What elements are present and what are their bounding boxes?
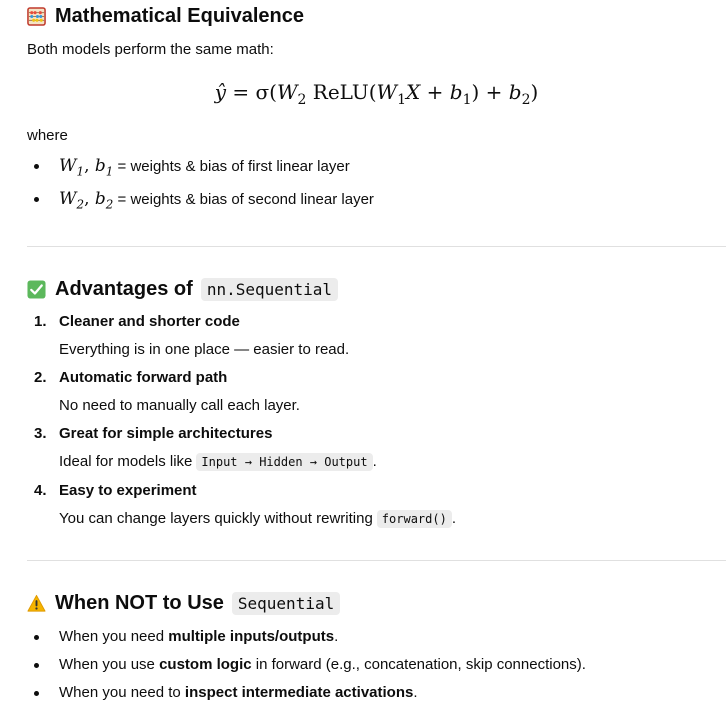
when-not-list: [27, 623, 726, 707]
formula-relu: ReLU(: [306, 80, 377, 104]
formula-sigma: = σ(: [226, 80, 277, 104]
list-item: [27, 185, 726, 218]
variable-list: [27, 152, 726, 219]
desc-punct: .: [372, 452, 377, 470]
formula-x: X: [406, 80, 421, 104]
formula-b2-sub: 2: [521, 92, 531, 108]
section-advantages: [27, 247, 726, 533]
math-symbols: $W_2$, $b_2$: [59, 189, 114, 212]
inline-code: forward(): [377, 510, 452, 528]
inline-code: Input → Hidden → Output: [196, 453, 372, 471]
item-description: [59, 448, 726, 476]
formula-plus: +: [420, 80, 450, 104]
section-title: Mathematical Equivalence: [55, 4, 304, 27]
check-mark-button-icon: [27, 280, 46, 299]
document: [27, 0, 726, 707]
formula-w1: W: [376, 80, 398, 104]
math-symbols: $W_1$, $b_1$: [59, 156, 114, 179]
item-description: [59, 505, 726, 533]
formula: [27, 72, 726, 112]
section-heading: [27, 588, 726, 620]
item-number: 2.: [34, 368, 47, 386]
item-number: 4.: [34, 481, 47, 499]
desc-text: You can change layers quickly without rewriting: [59, 509, 373, 527]
formula-w2: W: [276, 80, 298, 104]
list-item-text: = weights & bias of first linear layer: [113, 158, 350, 175]
bold-text: custom logic: [159, 655, 252, 673]
list-item: [27, 477, 726, 533]
desc-text: Ideal for models like: [59, 452, 193, 470]
intro-text: Both models perform the same math:: [27, 41, 274, 58]
section-heading: [27, 0, 726, 32]
formula-b1-sub: 1: [462, 92, 472, 108]
desc-punct: .: [451, 509, 456, 527]
formula-b1: b: [449, 80, 463, 104]
item-number: 3.: [34, 424, 47, 442]
item-description: No need to manually call each layer.: [59, 396, 300, 414]
item-title: Automatic forward path: [59, 368, 228, 386]
formula-w1-sub: 1: [397, 92, 407, 108]
item-title: Cleaner and shorter code: [59, 312, 240, 330]
formula-lhs: ŷ: [214, 80, 226, 104]
section-when-not-to-use: [27, 561, 726, 707]
abacus-icon: [27, 7, 46, 26]
formula-b2: b: [508, 80, 522, 104]
item-title: Great for simple architectures: [59, 424, 273, 442]
list-item-text: = weights & bias of second linear layer: [113, 191, 374, 209]
section-mathematical-equivalence: [27, 0, 726, 219]
section-heading: [27, 274, 726, 306]
list-item: [27, 152, 726, 185]
list-item: When you need multiple inputs/outputs.: [27, 623, 726, 651]
item-number: 1.: [34, 312, 47, 330]
list-item: [27, 308, 726, 364]
inline-code: nn.Sequential: [201, 278, 338, 301]
list-item: [27, 364, 726, 420]
section-title: When NOT to Use: [55, 592, 224, 615]
section-title: Advantages of: [55, 278, 193, 301]
formula-close1: ) +: [471, 80, 509, 104]
bold-text: inspect intermediate activations: [184, 683, 414, 701]
formula-w2-sub: 2: [297, 92, 307, 108]
bold-text: multiple inputs/outputs: [168, 627, 335, 645]
inline-code: Sequential: [232, 592, 340, 615]
list-item: When you need to inspect intermediate activations.: [27, 679, 726, 707]
item-title: Easy to experiment: [59, 481, 197, 499]
advantages-list: [27, 308, 726, 533]
where-text: where: [27, 127, 68, 144]
warning-icon: [27, 594, 46, 613]
list-item: When you use custom logic in forward (e.g., concatenation, skip connections).: [27, 651, 726, 679]
item-description: Everything is in one place — easier to read.: [59, 340, 350, 358]
formula-close2: ): [530, 80, 539, 104]
list-item: [27, 420, 726, 476]
